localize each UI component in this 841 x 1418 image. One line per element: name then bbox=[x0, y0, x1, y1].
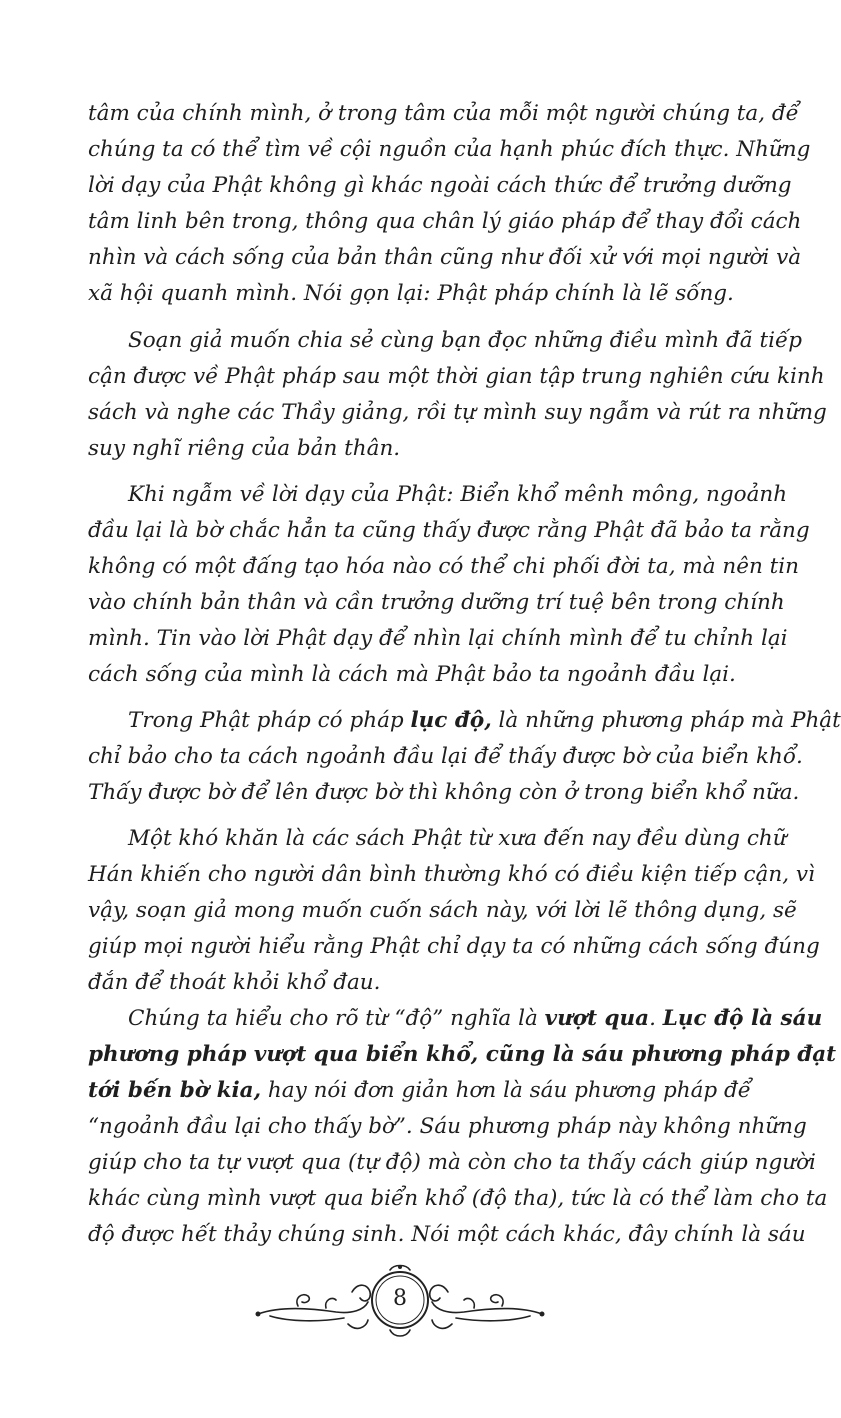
text-line: tâm linh bên trong, thông qua chân lý giáo pháp để thay đổi cách bbox=[88, 209, 802, 234]
text-line: Hán khiến cho người dân bình thường khó có điều kiện tiếp cận, vì bbox=[88, 862, 815, 887]
text-line: suy nghĩ riêng của bản thân. bbox=[88, 436, 401, 461]
right-flourish-curve bbox=[456, 1316, 530, 1321]
left-flourish-curl bbox=[348, 1320, 368, 1328]
text-line: giúp mọi người hiểu rằng Phật chỉ dạy ta có những cách sống đúng bbox=[88, 934, 820, 959]
text-line bbox=[128, 1001, 823, 1037]
text-line: cận được về Phật pháp sau một thời gian tập trung nghiên cứu kinh bbox=[88, 364, 825, 389]
flourish-dot bbox=[398, 1265, 402, 1269]
text-line: Thấy được bờ để lên được bờ thì không còn ở trong biển khổ nữa. bbox=[88, 780, 800, 805]
text-line: đầu lại là bờ chắc hẳn ta cũng thấy được rằng Phật đã bảo ta rằng bbox=[88, 518, 810, 543]
bold-term: Lục độ là sáu bbox=[662, 1006, 823, 1031]
bold-term: tới bến bờ kia, bbox=[88, 1078, 262, 1103]
right-flourish-curl bbox=[432, 1320, 452, 1328]
text-line: giúp cho ta tự vượt qua (tự độ) mà còn cho ta thấy cách giúp người bbox=[88, 1150, 816, 1175]
text-line: khác cùng mình vượt qua biển khổ (độ tha), tức là có thể làm cho ta bbox=[88, 1186, 828, 1211]
text-line bbox=[88, 1037, 837, 1073]
frame-base bbox=[390, 1330, 410, 1336]
text-line: vậy, soạn giả mong muốn cuốn sách này, với lời lẽ thông dụng, sẽ bbox=[88, 898, 797, 923]
text-line: Một khó khăn là các sách Phật từ xưa đến nay đều dùng chữ bbox=[128, 826, 787, 851]
text-line: cách sống của mình là cách mà Phật bảo ta ngoảnh đầu lại. bbox=[88, 662, 736, 687]
text-line: vào chính bản thân và cần trưởng dưỡng trí tuệ bên trong chính bbox=[88, 590, 785, 615]
bold-term: vượt qua bbox=[544, 1006, 650, 1031]
text-line bbox=[128, 703, 841, 739]
text-line: xã hội quanh mình. Nói gọn lại: Phật pháp chính là lẽ sống. bbox=[88, 281, 734, 306]
text-line: lời dạy của Phật không gì khác ngoài cách thức để trưởng dưỡng bbox=[88, 173, 792, 198]
text-run: Chúng ta hiểu cho rõ từ “độ” nghĩa là bbox=[128, 1006, 545, 1031]
left-flourish-curve bbox=[270, 1316, 344, 1321]
text-line: mình. Tin vào lời Phật dạy để nhìn lại chính mình để tu chỉnh lại bbox=[88, 626, 788, 651]
text-line: độ được hết thảy chúng sinh. Nói một cách khác, đây chính là sáu bbox=[88, 1222, 806, 1247]
text-line: nhìn và cách sống của bản thân cũng như đối xử với mọi người và bbox=[88, 245, 802, 270]
text-run: hay nói đơn giản hơn là sáu phương pháp để bbox=[261, 1078, 751, 1103]
text-line: “ngoảnh đầu lại cho thấy bờ”. Sáu phương pháp này không những bbox=[88, 1114, 807, 1139]
text-line: chỉ bảo cho ta cách ngoảnh đầu lại để thấy được bờ của biển khổ. bbox=[88, 744, 803, 769]
bold-term: phương pháp vượt qua biển khổ, cũng là sáu phương pháp đạt bbox=[88, 1042, 837, 1067]
text-line: Soạn giả muốn chia sẻ cùng bạn đọc những điều mình đã tiếp bbox=[128, 328, 802, 353]
text-run: . bbox=[649, 1006, 663, 1031]
bold-term: lục độ, bbox=[410, 708, 492, 733]
text-line: chúng ta có thể tìm về cội nguồn của hạnh phúc đích thực. Những bbox=[88, 137, 811, 162]
text-line bbox=[88, 1073, 751, 1109]
text-line: không có một đấng tạo hóa nào có thể chi phối đời ta, mà nên tin bbox=[88, 554, 800, 579]
text-run: là những phương pháp mà Phật bbox=[491, 708, 841, 733]
text-line: sách và nghe các Thầy giảng, rồi tự mình suy ngẫm và rút ra những bbox=[88, 400, 827, 425]
page-number: 8 bbox=[393, 1286, 407, 1311]
text-run: Trong Phật pháp có pháp bbox=[128, 708, 411, 733]
text-line: Khi ngẫm về lời dạy của Phật: Biển khổ mênh mông, ngoảnh bbox=[128, 482, 788, 507]
text-line: đắn để thoát khỏi khổ đau. bbox=[88, 970, 381, 995]
text-line: tâm của chính mình, ở trong tâm của mỗi một người chúng ta, để bbox=[88, 101, 799, 126]
